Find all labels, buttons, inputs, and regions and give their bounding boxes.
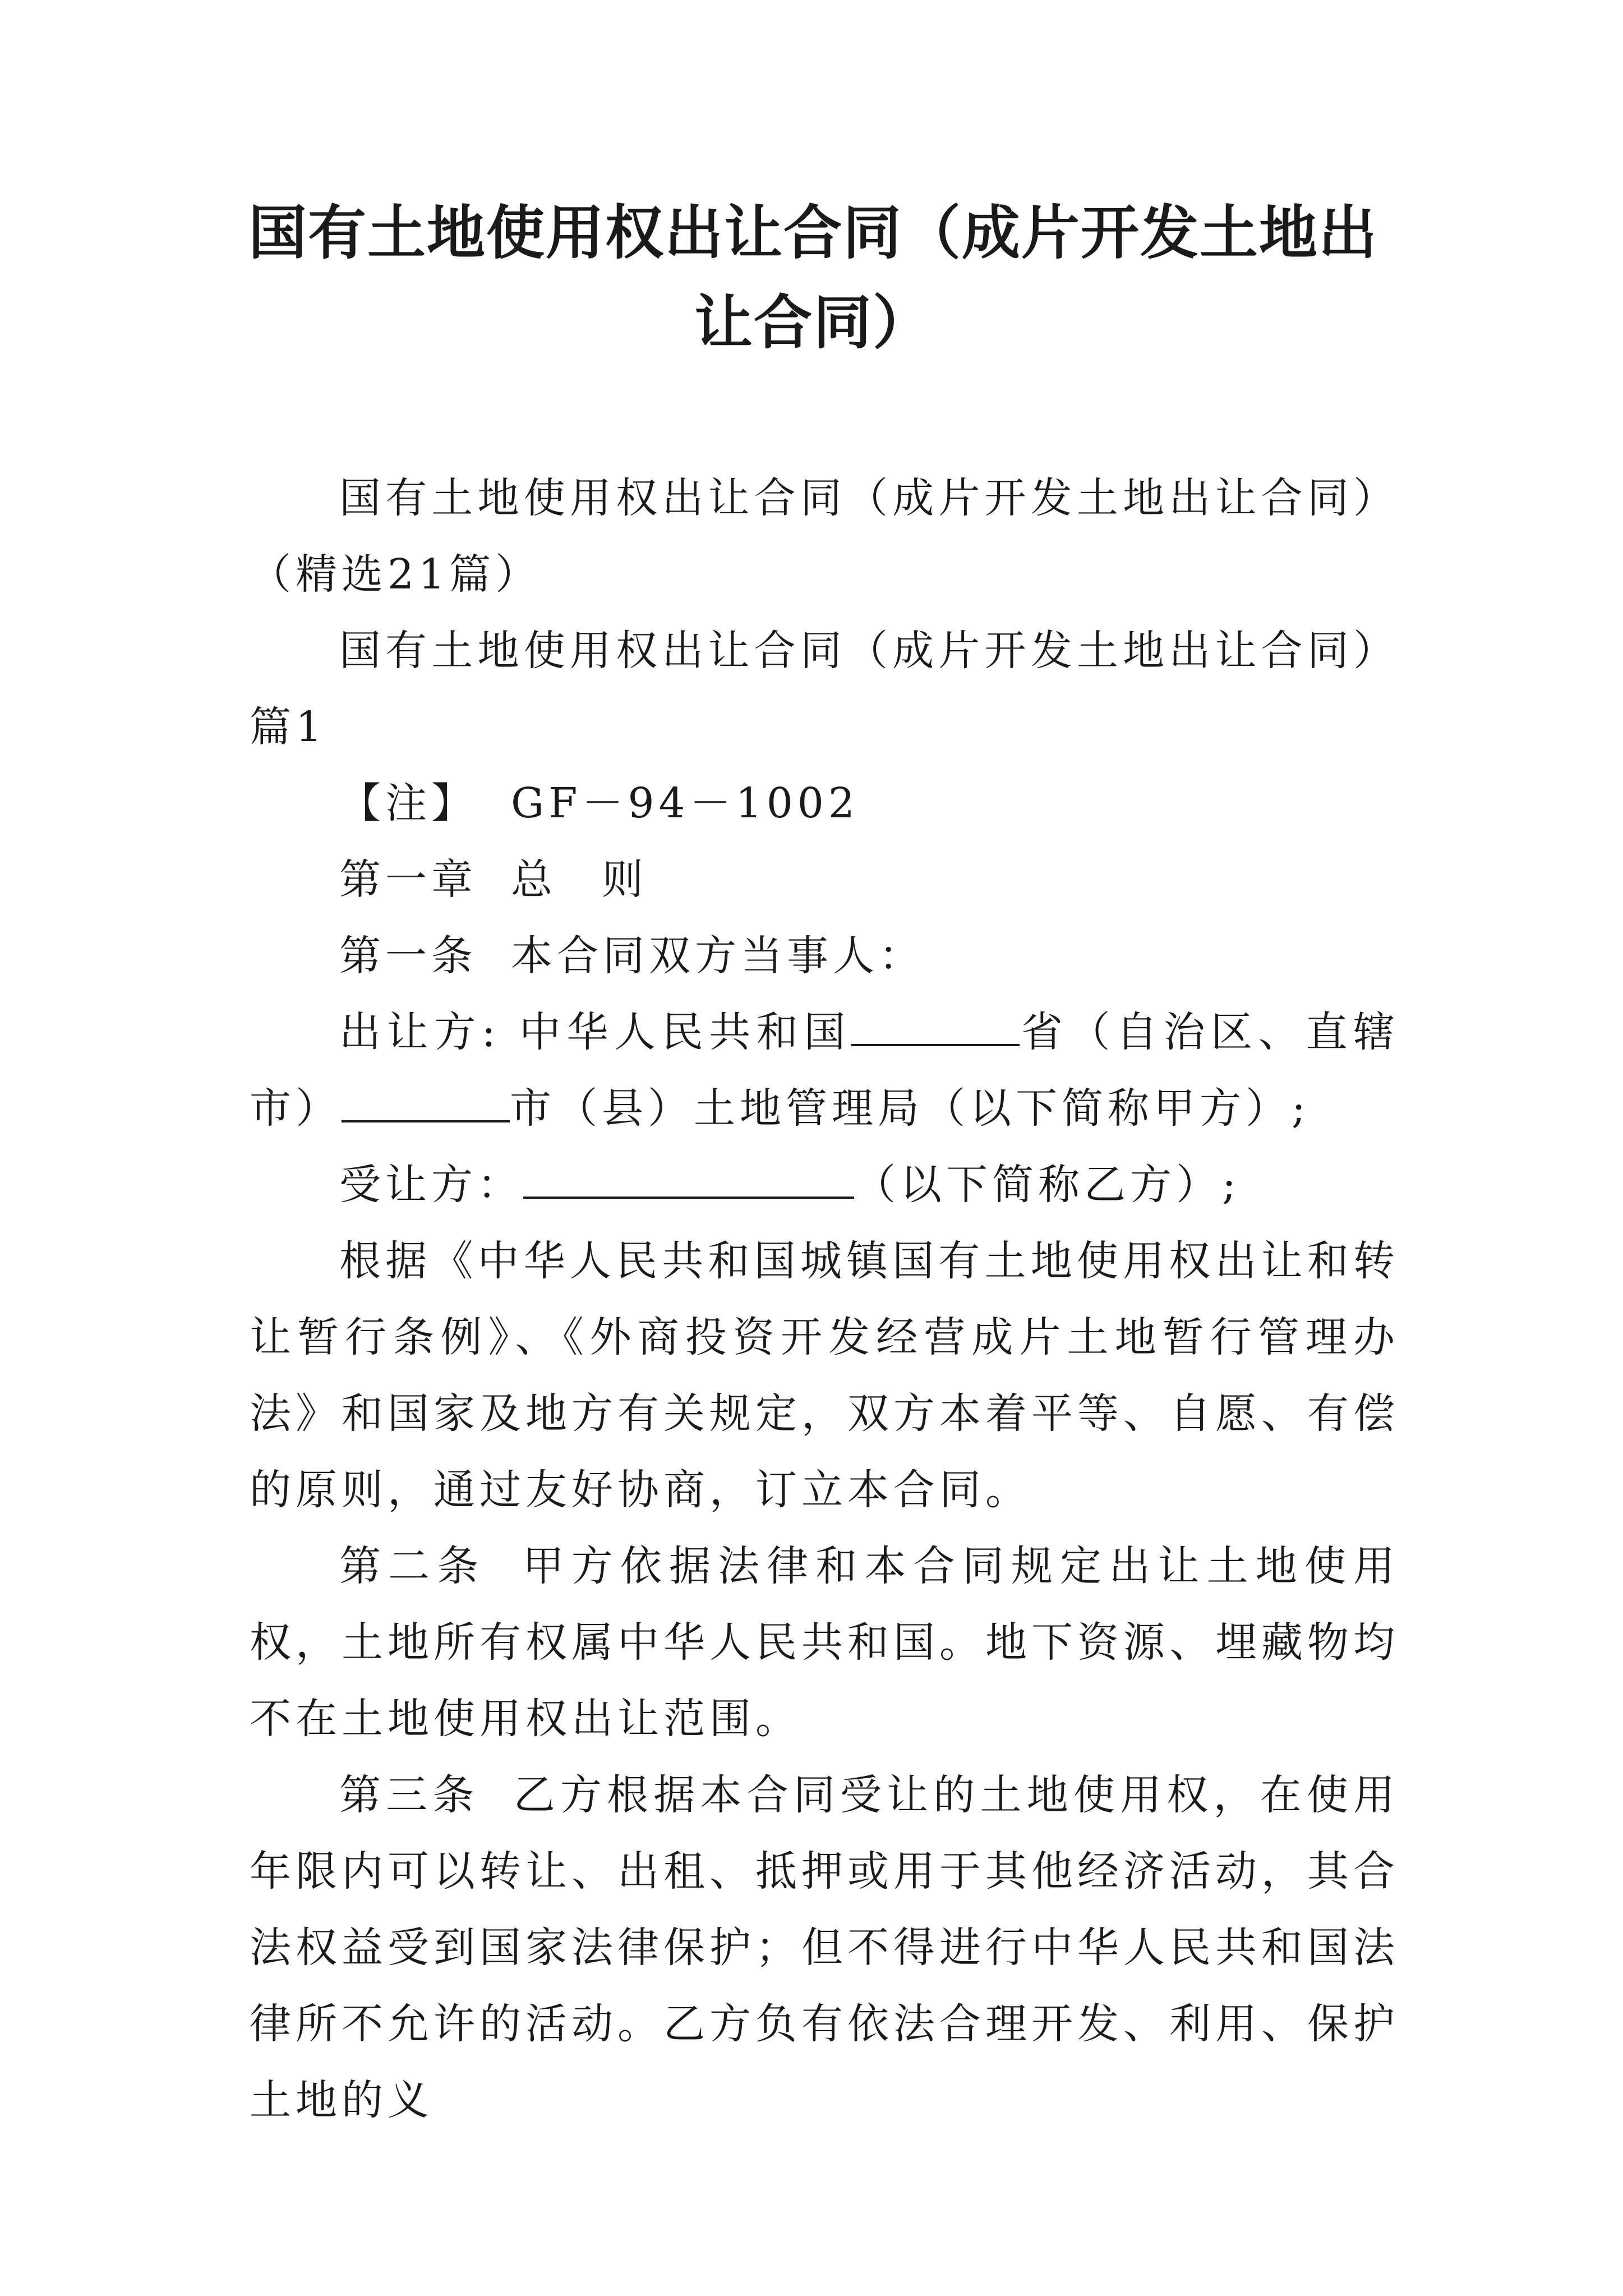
chapter-name-part-2: 则 (602, 855, 648, 904)
basis-paragraph (250, 1223, 1399, 1528)
chapter-heading (250, 841, 1399, 918)
transferee-text-b: （以下简称乙方）; (854, 1161, 1241, 1209)
chapter-label: 第一章 (339, 855, 477, 904)
article-2-paragraph (250, 1528, 1399, 1757)
piece-heading-text: 国有土地使用权出让合同（成片开发土地出让合同）篇1 (250, 627, 1399, 751)
transferor-text-a: 出让方: 中华人民共和国 (339, 1008, 852, 1056)
document-title: 国有土地使用权出让合同（成片开发土地出让合同） (248, 199, 1378, 357)
article-2-text: 甲方依据法律和本合同规定出让土地使用权，土地所有权属中华人民共和国。地下资源、埋藏物均不在土地使用权出让范围。 (250, 1542, 1400, 1743)
document-body (250, 460, 1399, 2138)
transferor-text-c: 市（县）土地管理局（以下简称甲方）; (510, 1084, 1310, 1133)
article-3-text: 乙方根据本合同受让的土地使用权，在使用年限内可以转让、出租、抵押或用于其他经济活动，其合法权益受到国家法律保护；但不得进行中华人民共和国法律所不允许的活动。乙方负有依法合理开发、利用、保护土地的义 (250, 1771, 1399, 2124)
city-blank-line (342, 1080, 510, 1122)
article-1-label: 第一条 (339, 932, 477, 980)
transferor-paragraph (250, 994, 1399, 1147)
article-2-label: 第二条 (339, 1542, 486, 1590)
article-1-text: 本合同双方当事人： (511, 932, 925, 980)
transferee-text-a: 受让方： (339, 1161, 523, 1209)
chapter-name-part-1: 总 (511, 855, 557, 904)
intro-text: 国有土地使用权出让合同（成片开发土地出让合同）（精选21篇） (250, 474, 1399, 599)
article-3-label: 第三条 (339, 1771, 479, 1819)
province-blank-line (851, 1004, 1020, 1046)
note-paragraph (250, 765, 1399, 841)
transferee-paragraph (250, 1147, 1399, 1223)
piece-heading-paragraph (250, 613, 1399, 765)
transferee-blank-line (523, 1156, 854, 1199)
basis-text: 根据《中华人民共和国城镇国有土地使用权出让和转让暂行条例》、《外商投资开发经营成片土地暂行管理办法》和国家及地方有关规定，双方本着平等、自愿、有偿的原则，通过友好协商，订立本合同。 (250, 1237, 1399, 1514)
article-3-paragraph (250, 1757, 1399, 2138)
transferor-text-b: 省（自治区、直辖市） (250, 1008, 1400, 1133)
note-code: GF－94－1002 (511, 779, 859, 827)
article-1-paragraph (250, 918, 1399, 994)
intro-paragraph (250, 460, 1399, 613)
note-label: 【注】 (339, 779, 477, 827)
